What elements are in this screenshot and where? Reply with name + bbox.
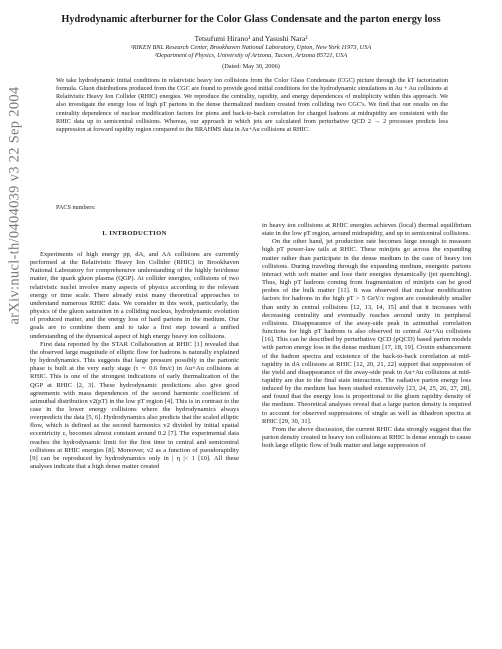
abstract: We take hydrodynamic initial conditions in relativistic heavy ion collisions from the Color Glass Condensate (CGC) picture through the kT factorization formula. Gluon distributions produced from the CGC are found to provide good initial conditions for the hydrodynamic simulations in Au + Au collisions at Relativistic Heavy Ion Collider (RHIC) energies. We reproduce the centrality, rapidity, and energy dependences of multiplicity within this approach. We also investigate the energy loss of high pT partons in the dense thermalized medium created from colliding two CGC's. We find that our results on the centrality dependence of nuclear modification factors for pions and back-to-back correlation for charged hadrons at midrapidity are consistent with the RHIC data up to semicentral collisions. Whereas, our approach in which jets are calculated from perturbative QCD 2 → 2 processes predicts less suppression at forward rapidity region compared to the BRAHMS data in Au+Au collisions at RHIC.: [56, 77, 448, 133]
date-line: (Dated: May 30, 2006): [222, 63, 280, 70]
paper-title: Hydrodynamic afterburner for the Color Glass Condensate and the parton energy loss: [61, 14, 441, 25]
paragraph: From the above discussion, the current RHIC data strongly suggest that the parton density created in heavy ion collisions at RHIC is dense enough to cause both large elliptic flow of bulk matter and large suppression of: [262, 425, 471, 450]
paragraph: On the other hand, jet production rate becomes large enough to measure high pT power-law tails at RHIC. These minijets go across the expanding matter rather than participate in the dense medium in the case of heavy ion collisions. During traveling through the expanding medium, energetic partons interact with soft matter and lose their energies dynamically (jet quenching). Thus, high pT hadrons coming from fragmentation of minijets can be good probes of the bulk matter [11]. It was observed that nuclear modification factors for hadrons in the high pT > 5 GeV/c region are considerably smaller than unity in central collisions [12, 13, 14, 15] and that it increases with decreasing centrality and eventually reaches around unity in peripheral collisions. Disappearance of the away-side peak in azimuthal correlation functions for high pT hadrons is also observed in central Au+Au collisions [16]. This can be described by perturbative QCD (pQCD) based parton models with parton energy loss in the dense medium [17, 18, 19]. Cronin enhancement of the hadron spectra and existence of the back-to-back correlation at mid-rapidity in dA collisions at RHIC [12, 20, 21, 22] support that suppression of the yield and disappearance of the away-side peak in Au+Au collisions at mid-rapidity are due to the final state interaction. The radiative parton energy loss induced by the medium has been studied extensively [23, 24, 25, 26, 27, 28], and found that the energy loss is proportional to the gluon rapidity density of the medium. Theoretical analyses reveal that a large parton density is required to account for observed suppressions of single as well as dihadron spectra at RHIC [29, 30, 31].: [262, 238, 471, 425]
affiliations: [30, 44, 472, 60]
right-column: [262, 222, 471, 450]
paragraph: Experiments of high energy pp, dA, and AA collisions are currently performed at the Relativistic Heavy Ion Collider (RHIC) in Brookhaven National Laboratory for comprehensive understanding of the highly hot/dense matter, the quark gluon plasma (QGP). At collider energies, collisions of two relativistic nuclei involve many aspects of physics according to the relevant energy or time scale. There already exist many theoretical approaches to understand numerous RHIC data. We consider in this work, particularly, the physics of the gluon saturation in a colliding nucleus, hydrodynamic evolution of produced matter, and the energy loss of hard partons in the medium. Our goals are to combine them and to take a first step toward a unified understanding of the dynamical aspect of high energy heavy ion collisions.: [30, 251, 239, 340]
affiliation-1: ¹RIKEN BNL Research Center, Brookhaven National Laboratory, Upton, New York 11973, USA: [130, 44, 372, 51]
left-column: [30, 251, 239, 471]
pacs-numbers: PACS numbers:: [56, 204, 96, 211]
paragraph: in heavy ion collisions at RHIC energies achieves (local) thermal equilibrium state in the low pT region, around midrapidity, and up to semicentral collisions.: [262, 222, 471, 238]
paragraph: First data reported by the STAR Collaboration at RHIC [1] revealed that the observed large magnitude of elliptic flow for hadrons is naturally explained by hydrodynamics. This suggests that large pressure possibly in the partonic phase is built at the very early stage (τ ∼ 0.6 fm/c) in Au+Au collisions at RHIC. This is one of the strongest indications of early thermalization of the QGP at RHIC [2, 3]. These hydrodynamic predictions also give good agreements with mass dependences of the second harmonic coefficient of azimuthal distribution v2(pT) in the low pT region [4]. This is in contrast to the case in the lower energy collisions where the hydrodynamics always overpredicts the data [5, 6]. Hydrodynamics also predicts that the scaled elliptic flow, which is defined as the second harmonics v2 divided by initial spatial eccentricity ε, becomes almost constant around 0.2 [7]. The experimental data reaches the hydrodynamic limit for the first time in central and semicentral collisions at RHIC energies [8]. Moreover, v2 as a function of pseudorapidity [9] can be reproduced by hydrodynamics only in | η |< 1 [10]. All these analyses indicate that a high dense matter created: [30, 340, 239, 471]
author-list: Tetsufumi Hirano¹ and Yasushi Nara²: [194, 34, 308, 43]
affiliation-2: ²Department of Physics, University of Arizona, Tucson, Arizona 85721, USA: [154, 52, 348, 60]
arxiv-identifier: arXiv:nucl-th/0404039 v3 22 Sep 2004: [6, 86, 23, 324]
section-heading-introduction: I. INTRODUCTION: [102, 230, 167, 237]
arxiv-sidebar: [4, 40, 26, 370]
